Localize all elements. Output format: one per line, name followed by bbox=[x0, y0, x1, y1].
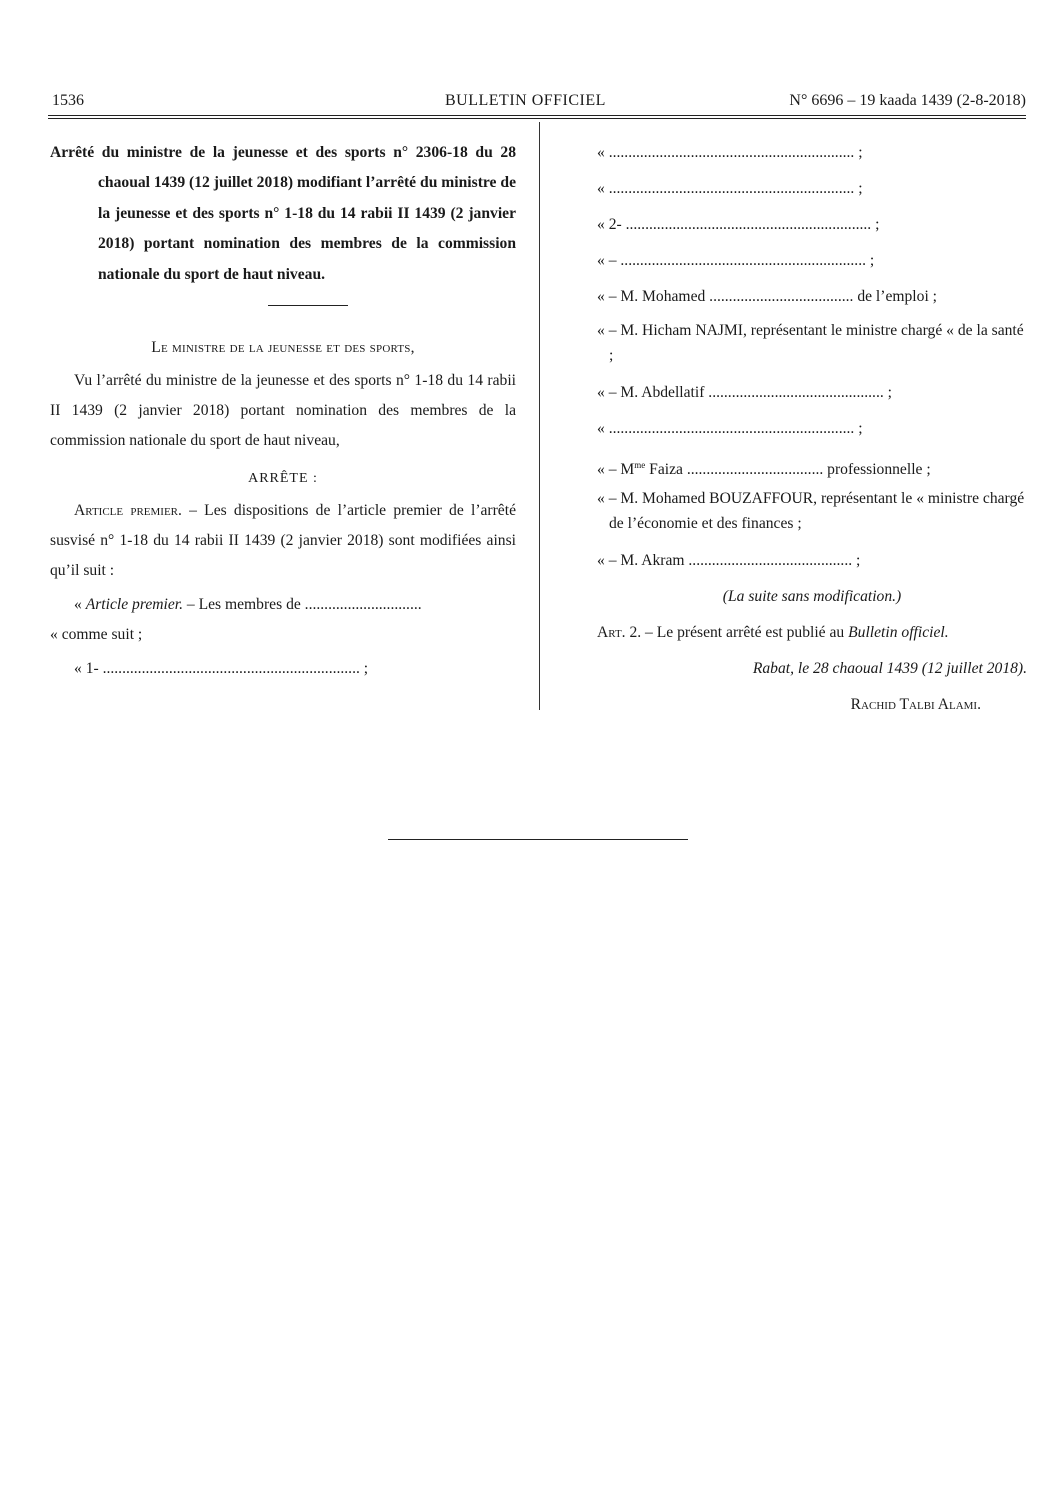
left-column bbox=[50, 138, 516, 684]
article-premier-label: Article premier. bbox=[74, 502, 182, 520]
right-column bbox=[597, 138, 1027, 726]
page-header bbox=[52, 88, 1026, 116]
arrete-heading: ARRÊTE : bbox=[248, 471, 318, 487]
quote-open: « bbox=[74, 596, 86, 614]
title-separator bbox=[268, 305, 348, 306]
list-item: « ............................................................... ; bbox=[597, 180, 863, 197]
article-premier-text: – Les dispositions de l’article premier de l’arrêté susvisé n° 1-18 du 14 rabii II 1439 (2 janvier 2018) sont modifiées ainsi qu’il suit : bbox=[50, 502, 516, 580]
faiza-prefix: « – M bbox=[597, 461, 635, 478]
suite-note: (La suite sans modification.) bbox=[722, 588, 902, 605]
list-item-abdellatif: « – M. Abdellatif ............................................. ; bbox=[597, 384, 892, 401]
header-rule bbox=[48, 115, 1026, 119]
publication-title: BULLETIN OFFICIEL bbox=[445, 92, 606, 109]
minister-heading: Le ministre de la jeunesse et des sports, bbox=[151, 339, 415, 357]
article-2 bbox=[597, 618, 1027, 654]
list-item-najmi: « – M. Hicham NAJMI, représentant le ministre chargé « de la santé ; bbox=[597, 322, 1024, 364]
article-2-text: – Le présent arrêté est publié au bbox=[641, 624, 849, 641]
bulletin-officiel-ref: Bulletin officiel. bbox=[848, 624, 949, 641]
list-item-bouzaffour: « – M. Mohamed BOUZAFFOUR, représentant le « ministre chargé de l’économie et des finances ; bbox=[597, 490, 1025, 532]
list-item-akram: « – M. Akram .......................................... ; bbox=[597, 552, 861, 569]
article-2-label: Art. 2. bbox=[597, 624, 642, 641]
quoted-continuation: « comme suit ; bbox=[50, 626, 143, 644]
quoted-article-label: Article premier. bbox=[85, 596, 183, 614]
list-item: « ............................................................... ; bbox=[597, 144, 863, 161]
vu-paragraph: Vu l’arrêté du ministre de la jeunesse et des sports n° 1-18 du 14 rabii II 1439 (2 janvier 2018) portant nomination des membres de la commission nationale du sport de haut niveau, bbox=[50, 372, 516, 450]
list-item-faiza bbox=[597, 450, 1027, 486]
faiza-text: Faiza ................................... professionnelle ; bbox=[645, 461, 931, 478]
date-line: Rabat, le 28 chaoual 1439 (12 juillet 2018). bbox=[752, 660, 1027, 677]
list-item: « ............................................................... ; bbox=[597, 420, 863, 437]
page-number: 1536 bbox=[52, 92, 84, 109]
faiza-superscript: me bbox=[634, 460, 646, 470]
quoted-article-text: – Les membres de .............................. bbox=[183, 596, 422, 614]
list-item: « 2- ............................................................... ; bbox=[597, 216, 880, 233]
signature: Rachid Talbi Alami. bbox=[850, 696, 981, 713]
list-item: « – ............................................................... ; bbox=[597, 252, 875, 269]
article-premier bbox=[50, 496, 516, 586]
quoted-article bbox=[50, 590, 516, 620]
item-1: « 1- .................................................................. ; bbox=[74, 660, 369, 678]
issue-number: N° 6696 – 19 kaada 1439 (2-8-2018) bbox=[789, 92, 1026, 109]
decree-title: Arrêté du ministre de la jeunesse et des sports n° 2306-18 du 28 chaoual 1439 (12 juillet 2018) modifiant l’arrêté du ministre de la jeunesse et des sports n° 1-18 du 14 rabii II 1439 (2 janvier 2018) portant nomination des membres de la commission nationale du sport de haut niveau. bbox=[50, 144, 516, 283]
end-rule bbox=[388, 839, 688, 840]
list-item: « – M. Mohamed ..................................... de l’emploi ; bbox=[597, 288, 938, 305]
column-divider bbox=[539, 122, 540, 710]
